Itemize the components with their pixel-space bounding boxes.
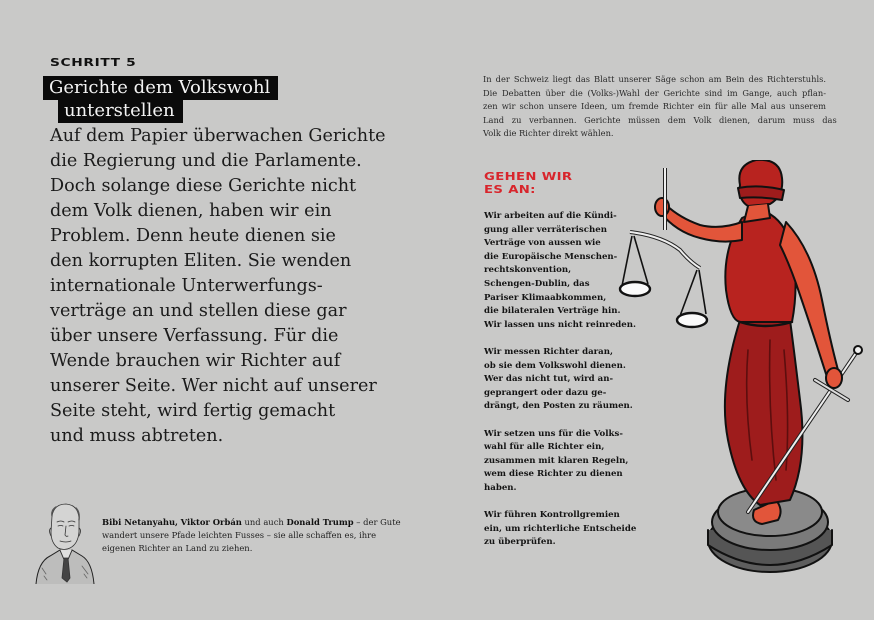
caption-name: Bibi Netanyahu,	[102, 517, 178, 527]
lead-line: die Regierung und die Parlamente.	[50, 151, 362, 171]
demand-line: Pariser Klimaabkommen,	[484, 292, 607, 303]
lead-line: und muss abtreten.	[50, 426, 224, 446]
demand-line: Wir führen Kontrollgremien	[484, 510, 620, 521]
demand-line: Wir setzen uns für die Volks-	[484, 428, 623, 439]
lead-line: den korrupten Eliten. Sie wenden	[50, 251, 352, 271]
caption-text: und auch	[241, 517, 287, 527]
lady-justice-illustration-icon	[605, 160, 870, 580]
demand-line: Verträge von aussen wie	[484, 238, 601, 249]
demand-line: zu überprüfen.	[484, 537, 556, 548]
action-heading	[484, 170, 572, 196]
intro-line: Die Debatten über die (Volks-)Wahl der Gerichte sind im Gange, auch pflan-	[483, 87, 826, 98]
lead-paragraph	[50, 124, 400, 449]
portrait-caption	[102, 516, 402, 555]
lead-line: Wende brauchen wir Richter auf	[50, 351, 341, 371]
demand-line: zusammen mit klaren Regeln,	[484, 455, 629, 466]
demand-line: Wer das nicht tut, wird an-	[484, 374, 614, 385]
demand-line: die bilateralen Verträge hin.	[484, 306, 621, 317]
action-heading-line: GEHEN WIR	[484, 170, 573, 183]
demand-line: wahl für alle Richter ein,	[484, 442, 605, 453]
lead-line: Doch solange diese Gerichte nicht	[50, 176, 357, 196]
lead-line: über unsere Verfassung. Für die	[50, 326, 339, 346]
page-title-line-2: unterstellen	[58, 99, 183, 123]
lead-line: internationale Unterwerfungs-	[50, 276, 323, 296]
demand-line: Wir lassen uns nicht reinreden.	[484, 319, 637, 330]
page-title-line-1: Gerichte dem Volkswohl	[43, 76, 278, 100]
action-heading-line: ES AN:	[484, 183, 536, 196]
demand-line: die Europäische Menschen-	[484, 251, 618, 262]
lead-line: Auf dem Papier überwachen Gerichte	[50, 126, 386, 146]
demand-line: geprangert oder dazu ge-	[484, 387, 607, 398]
demand-line: Wir messen Richter daran,	[484, 346, 613, 357]
step-label: SCHRITT 5	[50, 56, 137, 69]
caption-text: – der Gute wandert unsere Pfade leichten Fusses – sie alle schaffen es, ihre eigenen Richter an Land zu ziehen.	[102, 517, 401, 553]
demand-line: ob sie dem Volkswohl dienen.	[484, 360, 626, 371]
demand-line: wem diese Richter zu dienen	[484, 469, 623, 480]
intro-line: Volk die Richter direkt wählen.	[483, 128, 614, 139]
demand-line: Schengen-Dublin, das	[484, 278, 590, 289]
intro-line: Land zu verbannen. Gerichte müssen dem Volk dienen, darum muss das	[483, 114, 837, 125]
demand-line: ein, um richterliche Entscheide	[484, 523, 637, 534]
lead-line: Seite steht, wird fertig gemacht	[50, 401, 336, 421]
lead-line: unserer Seite. Wer nicht auf unserer	[50, 376, 377, 396]
demand-line: haben.	[484, 482, 517, 493]
caption-name: Viktor Orbán	[180, 517, 242, 527]
intro-line: In der Schweiz liegt das Blatt unserer Säge schon am Bein des Richterstuhls.	[483, 74, 826, 84]
lead-line: dem Volk dienen, haben wir ein	[50, 201, 332, 221]
lead-line: Problem. Denn heute dienen sie	[50, 226, 336, 246]
demand-line: gung aller verräterischen	[484, 224, 607, 235]
caption-name: Donald Trump	[286, 517, 354, 527]
intro-line: zen wir schon unsere Ideen, um fremde Richter ein für alle Mal aus unserem	[483, 101, 826, 112]
demand-line: rechtskonvention,	[484, 265, 572, 276]
lead-line: verträge an und stellen diese gar	[50, 301, 347, 321]
intro-paragraph	[483, 73, 837, 141]
portrait-sketch-icon	[32, 498, 96, 584]
demand-line: Wir arbeiten auf die Kündi-	[484, 211, 617, 221]
demand-line: drängt, den Posten zu räumen.	[484, 401, 633, 412]
